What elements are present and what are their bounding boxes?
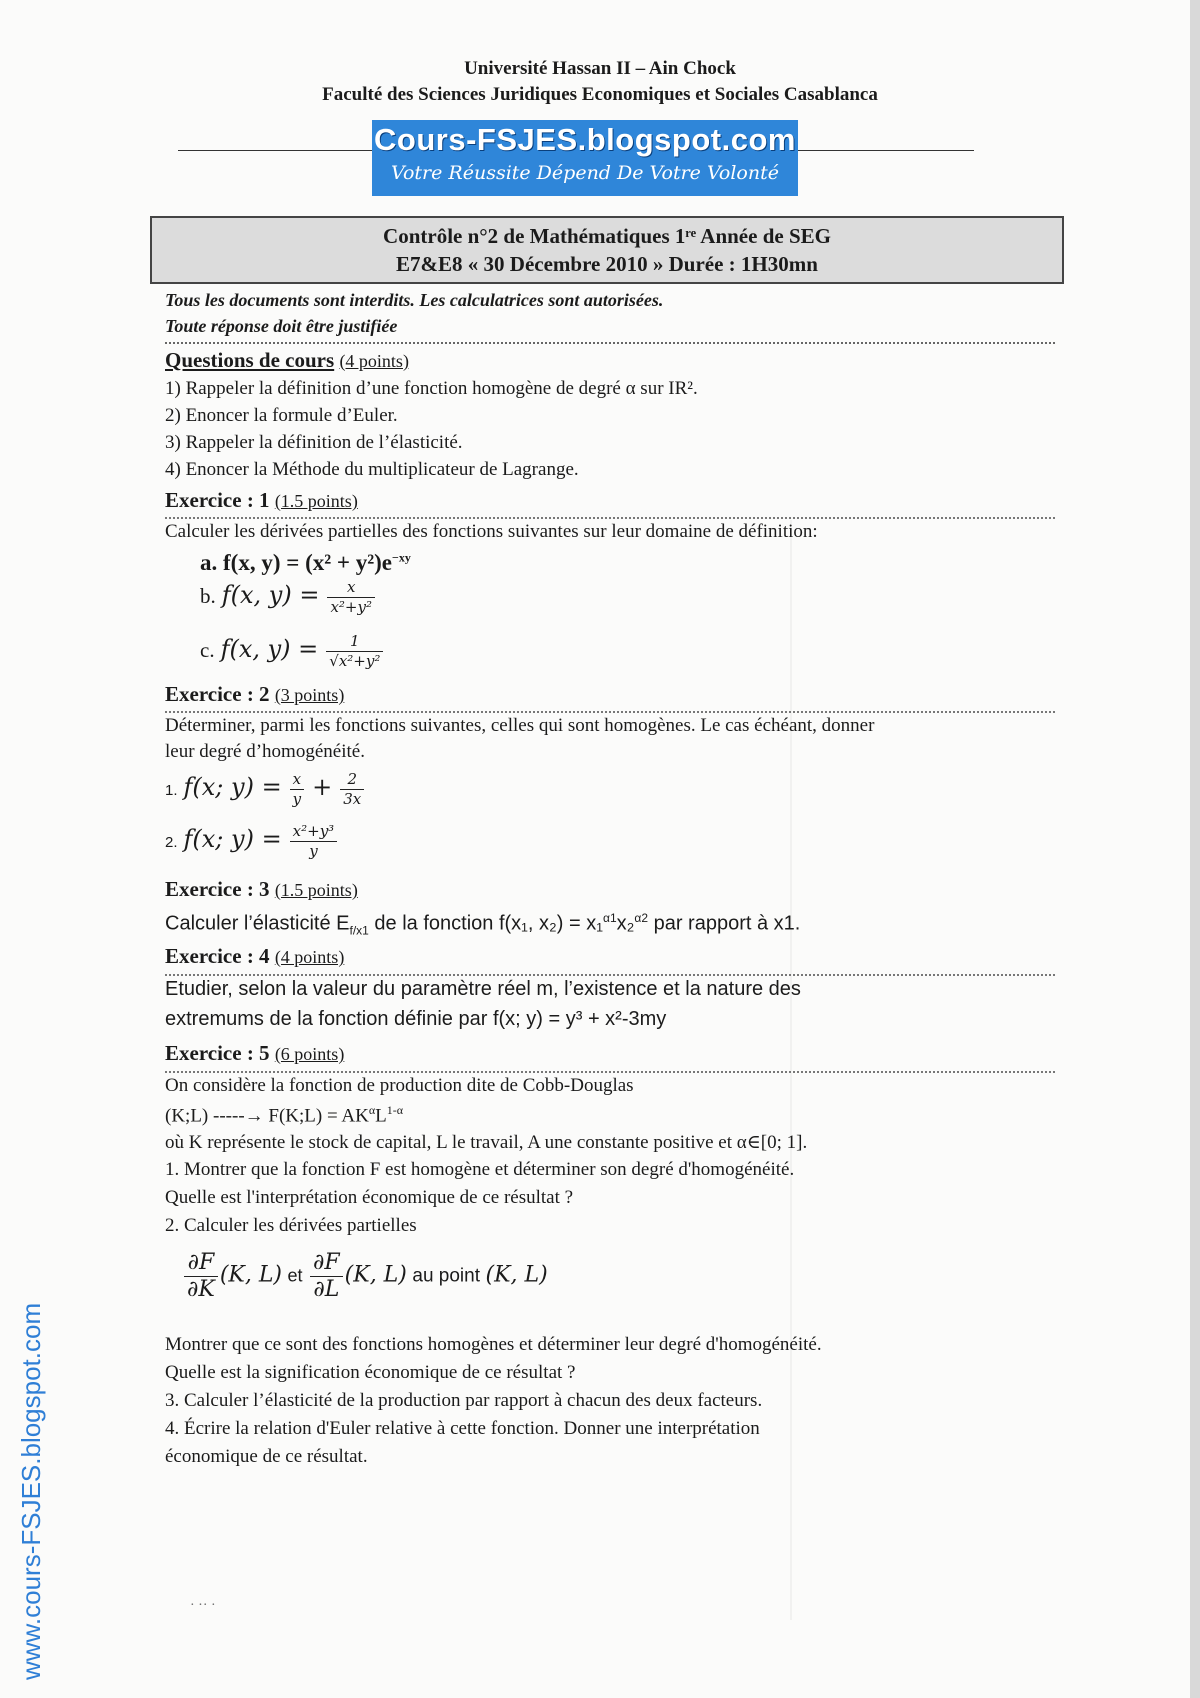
ex2-f2-denominator: y (290, 841, 338, 861)
ex1-c-numerator: 1 (350, 632, 360, 650)
ex1-c-fraction (326, 632, 383, 671)
exam-title-line1: Contrôle n°2 de Mathématiques 1ʳᵉ Année de SEG (383, 224, 831, 248)
ex2-f1-plus: + (312, 773, 333, 802)
ex5-dF-dL-num: ∂F (313, 1250, 340, 1275)
ex3-statement (165, 911, 800, 938)
ex2-f1-fraction2 (340, 770, 364, 809)
ex2-f1-label: 1. (165, 782, 178, 800)
ex1-b-fraction (327, 578, 375, 617)
ex2-heading (165, 682, 344, 707)
ex3-statement-start: Calculer l’élasticité E (165, 912, 350, 935)
ex5-cobb-exp-alpha: α (368, 1103, 376, 1117)
ex2-f1-num2: 2 (347, 770, 358, 788)
ex2-f1-den2: 3x (340, 789, 364, 809)
ex3-statement-x2: x₂ (616, 912, 635, 935)
ex4-statement1: Etudier, selon la valeur du paramètre réel m, l’existence et la nature des (165, 978, 801, 1000)
ex5-partial-derivatives (182, 1250, 548, 1303)
ex5-line11: économique de ce résultat. (165, 1446, 368, 1467)
blog-logo (372, 120, 798, 196)
blog-logo-slogan: Votre Réussite Dépend De Votre Volonté (390, 162, 779, 184)
ex5-cobb-exp-one-minus-alpha: 1-α (386, 1103, 404, 1117)
instruction-line2: Toute réponse doit être justifiée (165, 316, 398, 336)
ex5-cobb-douglas-start: (K;L) -----→ F(K;L) = AK (165, 1105, 369, 1127)
ex1-title: Exercice : 1 (165, 488, 270, 512)
header-rule-right (798, 150, 974, 151)
ex5-dF-dK-arg: (K, L) (219, 1262, 283, 1288)
exam-title-box (150, 216, 1064, 284)
ex5-cobb-douglas (165, 1103, 403, 1127)
ex1-heading (165, 488, 358, 513)
ex2-f1-num1: x (292, 770, 302, 788)
ex5-rule (165, 1071, 1055, 1073)
ex4-statement2: extremums de la fonction définie par f(x; y) = y³ + x²-3my (165, 1008, 667, 1030)
ex2-f1-fraction1 (290, 770, 304, 809)
ex3-points: (1.5 points) (274, 880, 358, 900)
ex3-heading (165, 877, 358, 902)
ex2-f1-den1: y (290, 789, 304, 809)
ex1-formula-c (200, 632, 385, 671)
university-name: Université Hassan II – Ain Chock (464, 58, 736, 79)
ex2-statement1: Déterminer, parmi les fonctions suivantes, celles qui sont homogènes. Le cas échéant, donner (165, 715, 875, 736)
exam-instructions (165, 287, 663, 339)
section-cours-title: Questions de cours (165, 348, 335, 372)
ex1-a-formula: f(x, y) = (x² + y²)e (223, 550, 393, 575)
ex2-rule (165, 711, 1055, 713)
header-rule-left (178, 150, 372, 151)
ex1-points: (1.5 points) (274, 491, 358, 511)
exam-header (170, 58, 1030, 106)
ex5-line7: Montrer que ce sont des fonctions homogènes et déterminer leur degré d'homogénéité. (165, 1334, 822, 1355)
section-cours-heading (165, 348, 409, 373)
ex1-b-numerator: x (346, 578, 356, 596)
ex5-line3: où K représente le stock de capital, L le travail, A une constante positive et α∈[0; 1]. (165, 1132, 808, 1153)
ex5-line1: On considère la fonction de production dite de Cobb-Douglas (165, 1075, 634, 1096)
ex1-c-denominator: √x²+y² (326, 651, 383, 671)
section-cours-points: (4 points) (339, 351, 409, 371)
exam-title-line2: E7&E8 « 30 Décembre 2010 » Durée : 1H30mn (396, 252, 818, 276)
ex4-rule (165, 974, 1055, 976)
ex5-et: et (287, 1265, 303, 1286)
ex1-a-exponent: −xy (392, 550, 411, 565)
ex3-elasticity-subscript: f/x1 (349, 923, 369, 938)
ex3-exponent2: α2 (634, 911, 649, 925)
ex4-title: Exercice : 4 (165, 944, 270, 968)
faculty-name: Faculté des Sciences Juridiques Economiques et Sociales Casablanca (322, 84, 878, 105)
ex5-line6: 2. Calculer les dérivées partielles (165, 1215, 417, 1236)
ex5-line8: Quelle est la signification économique de ce résultat ? (165, 1362, 576, 1383)
ex5-point: (K, L) (485, 1262, 548, 1288)
paper-fold (790, 520, 792, 1620)
ex5-dF-dK-num: ∂F (187, 1250, 215, 1275)
ex1-a-label: a. (200, 550, 218, 575)
scan-specks: · ·· · (190, 1598, 216, 1613)
ex2-f1-lhs: f(x; y) = (183, 773, 282, 802)
ex2-function-1 (165, 770, 366, 809)
ex5-title: Exercice : 5 (165, 1041, 270, 1065)
ex5-line5: Quelle est l'interprétation économique de ce résultat ? (165, 1187, 574, 1208)
ex3-statement-end: par rapport à x1. (648, 912, 801, 935)
instruction-line1: Tous les documents sont interdits. Les calculatrices sont autorisées. (165, 290, 664, 310)
ex2-f2-fraction (290, 822, 338, 861)
ex1-b-label: b. (200, 584, 216, 609)
ex3-title: Exercice : 3 (165, 877, 270, 901)
ex4-points: (4 points) (274, 947, 345, 967)
ex5-dF-dK (184, 1250, 218, 1303)
blog-logo-site: Cours-FSJES.blogspot.com (374, 122, 796, 157)
ex5-dF-dL-den: ∂L (310, 1276, 343, 1303)
ex1-c-lhs: f(x, y) = (220, 635, 319, 664)
ex2-statement2: leur degré d’homogénéité. (165, 741, 365, 762)
ex5-dF-dK-den: ∂K (184, 1276, 218, 1303)
ex5-au-point: au point (412, 1265, 480, 1287)
ex4-heading (165, 944, 344, 969)
ex5-heading (165, 1041, 344, 1066)
ex2-title: Exercice : 2 (165, 682, 270, 706)
side-blog-url[interactable]: www.cours-FSJES.blogspot.com (16, 1302, 46, 1680)
ex5-points: (6 points) (274, 1044, 345, 1064)
cours-q2: 2) Enoncer la formule d’Euler. (165, 405, 398, 426)
ex5-dF-dL (310, 1250, 343, 1303)
ex2-f2-numerator: x²+y³ (292, 822, 335, 840)
ex5-line10: 4. Écrire la relation d'Euler relative à cette fonction. Donner une interprétation (165, 1418, 760, 1439)
ex2-function-2 (165, 822, 339, 861)
ex1-c-label: c. (200, 638, 215, 663)
ex1-b-lhs: f(x, y) = (221, 581, 320, 610)
ex1-statement: Calculer les dérivées partielles des fonctions suivantes sur leur domaine de définition: (165, 521, 818, 542)
instructions-rule (165, 342, 1055, 344)
ex5-line9: 3. Calculer l’élasticité de la production par rapport à chacun des deux facteurs. (165, 1390, 763, 1411)
page-edge (1190, 0, 1200, 1698)
ex2-f2-lhs: f(x; y) = (183, 825, 282, 854)
ex5-line4: 1. Montrer que la fonction F est homogène et déterminer son degré d'homogénéité. (165, 1159, 795, 1180)
ex1-formula-a (200, 550, 411, 576)
ex1-b-denominator: x²+y² (327, 597, 375, 617)
ex3-exponent1: α1 (603, 911, 617, 925)
cours-q4: 4) Enoncer la Méthode du multiplicateur de Lagrange. (165, 459, 579, 480)
ex2-points: (3 points) (274, 685, 345, 705)
ex5-cobb-l: L (375, 1105, 387, 1127)
cours-q3: 3) Rappeler la définition de l’élasticité. (165, 432, 463, 453)
ex5-dF-dL-arg: (K, L) (344, 1262, 407, 1288)
ex3-statement-function: de la fonction f(x₁, x₂) = x₁ (368, 912, 603, 935)
cours-q1: 1) Rappeler la définition d’une fonction homogène de degré α sur IR². (165, 378, 698, 399)
ex1-rule (165, 517, 1055, 519)
ex2-f2-label: 2. (165, 834, 178, 852)
ex1-formula-b (200, 578, 377, 617)
